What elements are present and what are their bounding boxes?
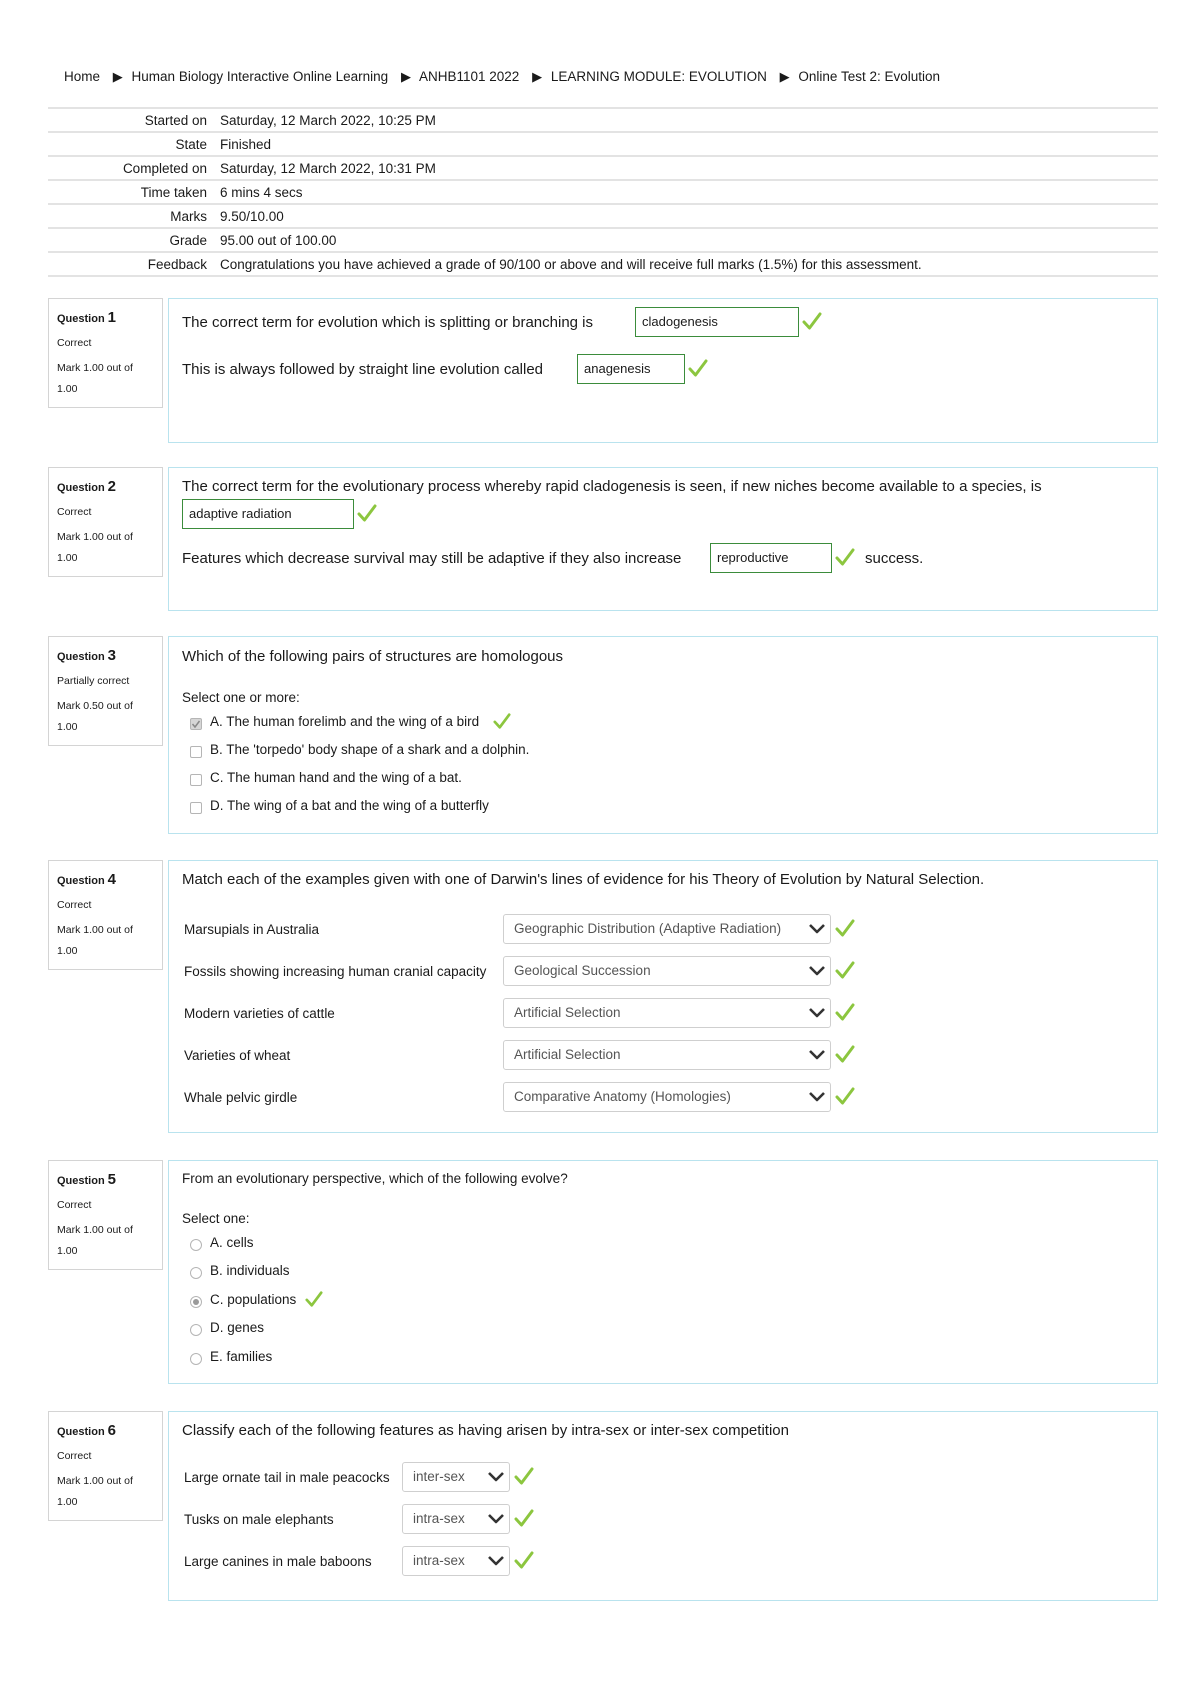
match-select-1[interactable] — [503, 914, 831, 944]
select-value: intra-sex — [413, 1511, 465, 1526]
breadcrumb-quiz[interactable]: Online Test 2: Evolution — [798, 69, 941, 84]
chevron-down-icon — [808, 1089, 826, 1105]
question-info-2 — [48, 467, 163, 577]
match-select-2[interactable] — [503, 956, 831, 986]
summary-row-marks — [48, 204, 1158, 228]
question-state: Correct — [57, 1449, 92, 1462]
triangle-right-icon: ▶ — [112, 69, 123, 84]
check-icon — [514, 1508, 534, 1528]
option-radio-d[interactable] — [190, 1324, 202, 1336]
question-info-4 — [48, 860, 163, 970]
question-mark: Mark 1.00 out of 1.00 — [57, 1224, 133, 1257]
summary-label: Time taken — [140, 184, 207, 200]
check-icon — [802, 311, 822, 331]
classify-select-1[interactable] — [402, 1462, 510, 1492]
match-row-label: Marsupials in Australia — [184, 922, 320, 937]
summary-value: Saturday, 12 March 2022, 10:31 PM — [220, 160, 436, 176]
answer-input-anagenesis[interactable]: anagenesis — [577, 354, 685, 384]
select-value: intra-sex — [413, 1553, 465, 1568]
chevron-down-icon — [487, 1511, 505, 1527]
breadcrumb-course[interactable]: ANHB1101 2022 — [418, 69, 520, 84]
question-number: Question 4 — [57, 871, 117, 888]
chevron-down-icon — [808, 1005, 826, 1021]
option-checkbox-a[interactable] — [190, 718, 202, 730]
select-value: Comparative Anatomy (Homologies) — [514, 1089, 731, 1104]
option-checkbox-c[interactable] — [190, 774, 202, 786]
option-label: C. The human hand and the wing of a bat. — [210, 770, 462, 785]
check-icon — [835, 547, 855, 567]
option-radio-e[interactable] — [190, 1353, 202, 1365]
question-info-1 — [48, 298, 163, 408]
classify-row-label: Tusks on male elephants — [184, 1512, 334, 1527]
question-state: Correct — [57, 336, 92, 349]
question-text: Features which decrease survival may still be adaptive if they also increase — [182, 550, 682, 567]
summary-label: Feedback — [147, 256, 207, 272]
summary-label: State — [175, 136, 207, 152]
question-info-3 — [48, 636, 163, 746]
question-content-5 — [168, 1160, 1158, 1384]
match-select-5[interactable] — [503, 1082, 831, 1112]
triangle-right-icon: ▶ — [400, 69, 411, 84]
answer-input-cladogenesis[interactable]: cladogenesis — [635, 307, 799, 337]
question-content-4 — [168, 860, 1158, 1133]
chevron-down-icon — [808, 921, 826, 937]
question-mark: Mark 1.00 out of 1.00 — [57, 362, 133, 395]
match-row-label: Whale pelvic girdle — [184, 1090, 298, 1105]
summary-label: Marks — [170, 208, 207, 224]
question-content-6 — [168, 1411, 1158, 1601]
option-label: A. cells — [210, 1235, 254, 1250]
option-label: A. The human forelimb and the wing of a bird — [210, 714, 480, 729]
option-label: B. The 'torpedo' body shape of a shark and a dolphin. — [210, 742, 530, 757]
question-content-2 — [168, 467, 1158, 611]
question-mark: Mark 1.00 out of 1.00 — [57, 1475, 133, 1508]
summary-row-time-taken — [48, 180, 1158, 204]
question-number: Question 1 — [57, 309, 117, 326]
question-info-5 — [48, 1160, 163, 1270]
option-label: D. genes — [210, 1320, 265, 1335]
question-mark: Mark 0.50 out of 1.00 — [57, 700, 133, 733]
question-content-3 — [168, 636, 1158, 834]
question-content-1 — [168, 298, 1158, 443]
question-number: Question 2 — [57, 478, 117, 495]
summary-value: Congratulations you have achieved a grade of 90/100 or above and will receive full marks (1.5%) for this assessment. — [220, 256, 922, 272]
select-value: Artificial Selection — [514, 1005, 621, 1020]
chevron-down-icon — [487, 1553, 505, 1569]
chevron-down-icon — [808, 963, 826, 979]
question-text: This is always followed by straight line evolution called — [182, 361, 544, 378]
option-radio-c[interactable] — [190, 1296, 202, 1308]
question-state: Correct — [57, 1198, 92, 1211]
option-label: E. families — [210, 1349, 273, 1364]
option-checkbox-b[interactable] — [190, 746, 202, 758]
select-value: Geological Succession — [514, 963, 651, 978]
breadcrumb-module[interactable]: LEARNING MODULE: EVOLUTION — [550, 69, 767, 84]
check-icon — [514, 1466, 534, 1486]
triangle-right-icon: ▶ — [779, 69, 790, 84]
question-instruction: Select one: — [182, 1211, 250, 1226]
check-icon — [493, 712, 511, 730]
summary-label: Completed on — [122, 160, 207, 176]
select-value: Geographic Distribution (Adaptive Radiation) — [514, 921, 782, 936]
check-icon — [835, 1086, 855, 1106]
breadcrumb-home[interactable]: Home — [64, 69, 101, 84]
match-row-label: Modern varieties of cattle — [184, 1006, 335, 1021]
check-icon — [688, 358, 708, 378]
question-instruction: Select one or more: — [182, 690, 300, 705]
summary-label: Grade — [169, 232, 207, 248]
option-label: C. populations — [210, 1292, 297, 1307]
question-mark: Mark 1.00 out of 1.00 — [57, 924, 133, 957]
summary-value: 6 mins 4 secs — [220, 184, 303, 200]
classify-row-label: Large ornate tail in male peacocks — [184, 1470, 390, 1485]
option-checkbox-d[interactable] — [190, 802, 202, 814]
classify-select-2[interactable] — [402, 1504, 510, 1534]
question-number: Question 5 — [57, 1171, 117, 1188]
check-icon — [514, 1550, 534, 1570]
summary-row-feedback — [48, 252, 1158, 276]
question-text: Which of the following pairs of structures are homologous — [182, 648, 564, 665]
chevron-down-icon — [487, 1469, 505, 1485]
question-state: Correct — [57, 898, 92, 911]
summary-value: Saturday, 12 March 2022, 10:25 PM — [220, 112, 436, 128]
check-icon — [835, 918, 855, 938]
option-radio-b[interactable] — [190, 1267, 202, 1279]
question-text: From an evolutionary perspective, which of the following evolve? — [182, 1171, 568, 1186]
option-radio-a[interactable] — [190, 1239, 202, 1251]
question-state: Correct — [57, 505, 92, 518]
attempt-summary-table — [48, 107, 1158, 277]
question-text: Classify each of the following features as having arisen by intra-sex or inter-sex competition — [182, 1422, 789, 1439]
summary-row-started — [48, 108, 1158, 132]
summary-value: Finished — [220, 136, 272, 152]
answer-input-adaptive-radiation[interactable]: adaptive radiation — [182, 499, 354, 529]
question-state: Partially correct — [57, 674, 130, 687]
breadcrumb — [64, 69, 940, 85]
question-info-6 — [48, 1411, 163, 1521]
match-select-4[interactable] — [503, 1040, 831, 1070]
question-number: Question 6 — [57, 1422, 117, 1439]
option-label: D. The wing of a bat and the wing of a butterfly — [210, 798, 489, 813]
check-icon — [835, 960, 855, 980]
summary-label: Started on — [144, 112, 207, 128]
summary-row-completed — [48, 156, 1158, 180]
select-value: inter-sex — [413, 1469, 465, 1484]
question-text-suffix: success. — [865, 550, 924, 567]
match-row-label: Fossils showing increasing human cranial capacity — [184, 964, 487, 979]
classify-row-label: Large canines in male baboons — [184, 1554, 372, 1569]
question-number: Question 3 — [57, 647, 117, 664]
summary-value: 95.00 out of 100.00 — [220, 232, 337, 248]
select-value: Artificial Selection — [514, 1047, 621, 1062]
breadcrumb-course-area[interactable]: Human Biology Interactive Online Learning — [131, 69, 389, 84]
summary-value: 9.50/10.00 — [220, 208, 284, 224]
check-icon — [357, 503, 377, 523]
triangle-right-icon: ▶ — [532, 69, 543, 84]
chevron-down-icon — [808, 1047, 826, 1063]
question-text: The correct term for evolution which is splitting or branching is — [182, 314, 594, 331]
check-icon — [305, 1290, 323, 1308]
question-mark: Mark 1.00 out of 1.00 — [57, 531, 133, 564]
question-text: Match each of the examples given with one of Darwin's lines of evidence for his Theory of Evolution by Natural Selection. — [182, 871, 985, 888]
option-label: B. individuals — [210, 1263, 290, 1278]
match-row-label: Varieties of wheat — [184, 1048, 291, 1063]
match-select-3[interactable] — [503, 998, 831, 1028]
classify-select-3[interactable] — [402, 1546, 510, 1576]
question-text: The correct term for the evolutionary process whereby rapid cladogenesis is seen, if new niches become available to a species, is — [182, 478, 1042, 495]
summary-row-state — [48, 132, 1158, 156]
answer-input-reproductive[interactable]: reproductive — [710, 543, 832, 573]
check-icon — [835, 1044, 855, 1064]
check-icon — [835, 1002, 855, 1022]
summary-row-grade — [48, 228, 1158, 252]
